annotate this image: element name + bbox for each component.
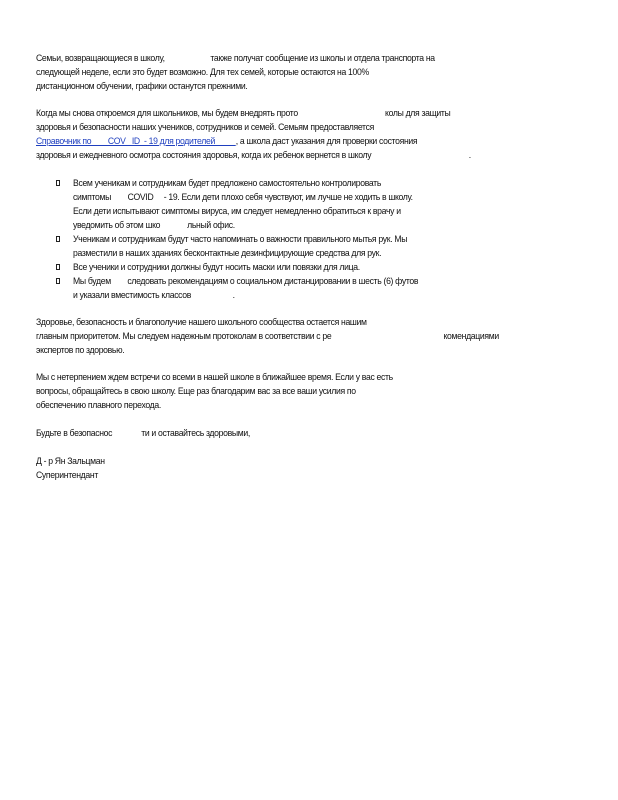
paragraph-3-line-2: главным приоритетом. Мы следуем надежным протоколам в соответствии с ре комендациями [36, 331, 499, 341]
paragraph-2-line-3 [36, 135, 417, 147]
bullet-4-line-2: и указали вместимость классов . [73, 290, 235, 300]
bullet-2-line-1: Ученикам и сотрудникам будут часто напоминать о важности правильного мытья рук. Мы [73, 234, 408, 244]
paragraph-3-line-3: экспертов по здоровью. [36, 345, 125, 355]
paragraph-2-line-2: здоровья и безопасности наших учеников, сотрудников и семей. Семьям предоставляется [36, 122, 374, 132]
paragraph-2-line-1: Когда мы снова откроемся для школьников, мы будем внедрять прото колы для защиты [36, 108, 451, 118]
paragraph-1-line-2: следующей неделе, если это будет возможно. Для тех семей, которые остаются на 100% [36, 67, 369, 77]
bullet-marker-3 [56, 264, 60, 270]
closing-line: Будьте в безопаснос ти и оставайтесь здоровыми, [36, 428, 250, 438]
bullet-marker-4 [56, 278, 60, 284]
bullet-1-line-1: Всем ученикам и сотрудникам будет предложено самостоятельно контролировать [73, 178, 382, 188]
bullet-marker-1 [56, 180, 60, 186]
paragraph-1-line-1: Семьи, возвращающиеся в школу, также получат сообщение из школы и отдела транспорта на [36, 53, 435, 63]
covid-guide-link[interactable]: Справочник по COV ID - 19 для родителей [36, 136, 236, 146]
paragraph-4-line-1: Мы с нетерпением ждем встречи со всеми в нашей школе в ближайшее время. Если у вас есть [36, 372, 393, 382]
paragraph-3-line-1: Здоровье, безопасность и благополучие нашего школьного сообщества остается нашим [36, 317, 367, 327]
bullet-3-line-1: Все ученики и сотрудники должны будут носить маски или повязки для лица. [73, 262, 360, 272]
bullet-1-line-3: Если дети испытывают симптомы вируса, им следует немедленно обратиться к врачу и [73, 206, 401, 216]
bullet-marker-2 [56, 236, 60, 242]
paragraph-4-line-3: обеспечению плавного перехода. [36, 400, 161, 410]
signature-name: Д - р Ян Зальцман [36, 456, 105, 466]
paragraph-2-line-3-rest: , а школа даст указания для проверки состояния [235, 136, 418, 146]
signature-title: Суперинтендант [36, 470, 98, 480]
paragraph-2-line-4: здоровья и ежедневного осмотра состояния здоровья, когда их ребенок вернется в школу . [36, 150, 471, 160]
bullet-1-line-2: симптомы COVID - 19. Если дети плохо себя чувствуют, им лучше не ходить в школу. [73, 192, 413, 202]
bullet-4-line-1: Мы будем следовать рекомендациям о социальном дистанцировании в шесть (6) футов [73, 276, 419, 286]
bullet-1-line-4: уведомить об этом шко льный офис. [73, 220, 235, 230]
paragraph-1-line-3: дистанционном обучении, графики останутся прежними. [36, 81, 248, 91]
paragraph-4-line-2: вопросы, обращайтесь в свою школу. Еще раз благодарим вас за все ваши усилия по [36, 386, 356, 396]
bullet-2-line-2: разместили в наших зданиях бесконтактные дезинфицирующие средства для рук. [73, 248, 382, 258]
